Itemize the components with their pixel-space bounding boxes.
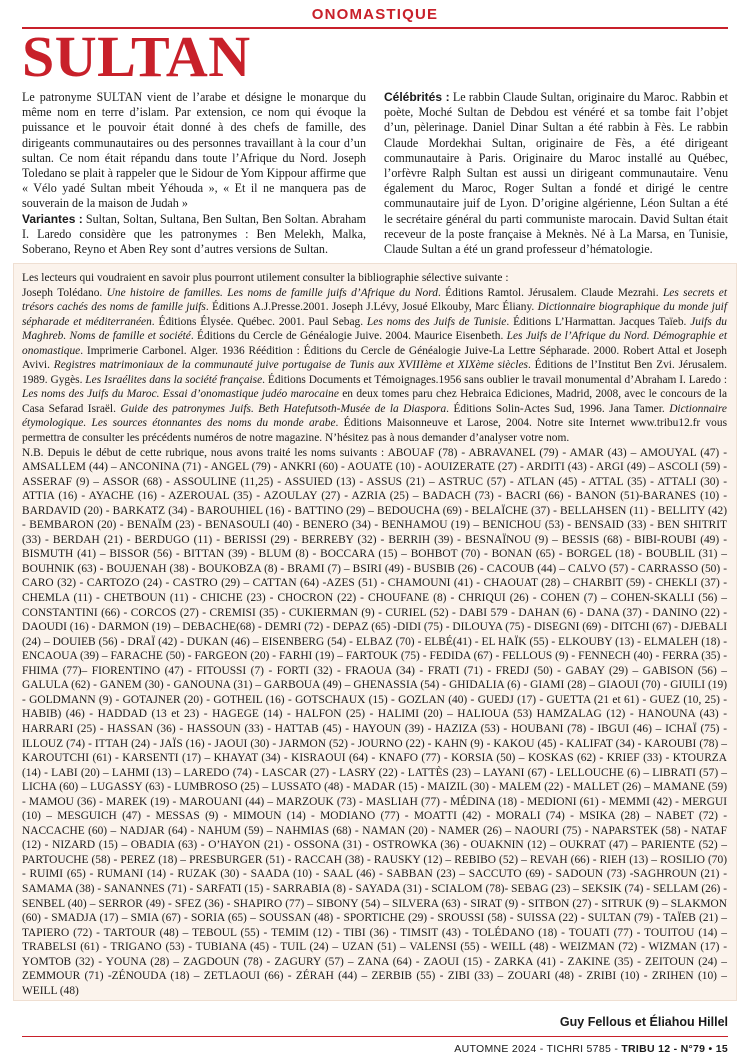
bibliography-segment: en deux tomes paru chez Hebraica Ediciones, Madrid, 2008, avec le concours de la Casa Sefarad Israël.	[22, 388, 727, 415]
column-right	[384, 90, 728, 257]
bibliography-title: Dictionnaire biographique du monde juif sépharade et méditerranéen	[22, 301, 727, 328]
bibliography-box	[13, 263, 737, 1001]
bibliography-title: Dictionnaire étymologique. Les sources étonnantes des noms du monde arabe	[22, 402, 727, 430]
bibliography-segment: . Éditions Maisonneuve et Larose, 2004. Notre site Internet www.tribu12.fr vous permettra de consulter les précédents numéros de notre magazine. N’hésitez pas à nous demander d’analyser votre nom.	[22, 417, 727, 445]
footer-magazine: TRIBU 12 - N°79 • 15	[621, 1043, 728, 1055]
article-title: SULTAN	[22, 24, 251, 89]
page-footer	[454, 1043, 728, 1055]
celebrites-label: Célébrités :	[384, 90, 450, 104]
footer-issue: AUTOMNE 2024 - TICHRI 5785 -	[454, 1043, 622, 1055]
bibliography-segment: . Éditions Solin-Actes Sud, 1996. Jana Tamer.	[446, 402, 670, 415]
names-list: N.B. Depuis le début de cette rubrique, nous avons traité les noms suivants : ABOUAF (78) - ABRAVANEL (79) - AMAR (43) – AMOUYAL (47) - AMSALLEM (44) – ANCONINA (71) - ANGEL (79) - ANKRI (60) - AOUATE (10) - AOUIZERATE (27) - ARDITI (43) - ARGI (49) – ASCOLI (59) - ASSERAF (9) – ASSOR (68) - ASSOULINE (11,25) - ASSUIED (13) - ASSUS (21) – ASTRUC (57) - ATLAN (45) - ATTAL (35) - ATTALI (30) - ATTIA (16) - AYACHE (16) - AZEROUAL (35) - AZOULAY (27) - AZRIA (25) – BADACH (73) - BACRI (66) - BANON (51)-BARANES (10) - BARDAVID (20) - BARKATZ (34) - BAROUHIEL (16) - BATTINO (29) – BEDOUCHA (69) - BELAÏCHE (37) - BELLAHSEN (11) - BELLITY (42) - BEMBARON (20) - BENAÏM (23) - BENASOULI (40) - BENERO (34) - BENHAMOU (19) – BENICHOU (53) - BENSAID (33) - BEN SHITRIT (33) - BERDAH (21) - BERDUGO (11) - BERISSI (29) - BERREBY (32) - BERRIH (39) - BESNAÏNOU (9) – BESSIS (68) - BIBI-ROUBI (49) - BISMUTH (41) – BISSOR (56) - BITTAN (39) - BLUM (8) - BOCCARA (15) – BOHBOT (70) - BONAN (65) - BORGEL (18) - BOUBLIL (31) – BOUHNIK (63) - BOUJENAH (38) - BOUKOBZA (8) - BRAMI (7) – BSIRI (49) - BUSBIB (26) - CACOUB (44) – CALVO (57) - CARRASSO (50) - CARO (32) - CARTOZO (24) - CASTRO (29) – CATTAN (64) -AZES (51) - CHAMOUNI (41) - CHAOUAT (28) – CHARBIT (59) - CHEKLI (37) - CHEMLA (11) - CHETBOUN (11) - CHICHE (23) - CHOCRON (22) - CHOUFANE (8) - CHRIQUI (26) - COHEN (7) – COHEN-SKALLI (56) – CONSTANTINI (66) - CORCOS (27) - CREMISI (35) - CUKIERMAN (9) - CURIEL (52) - DABI 579 - DAHAN (6) - DANA (37) - DANINO (22) - DAOUDI (16) - DARMON (19) – DEBACHE(68) - DEMRI (72) - DEPAZ (65) -DIDI (75) - DILOUYA (75) - DISEGNI (69) - DITCHI (67) - DJEBALI (24) – DOUIEB (56) - DRAÏ (42) - DUKAN (46) – EISENBERG (54) - ELBAZ (70) - ELBÉ(41) - EL HAÏK (55) - ELKOUBY (13) - ELMALEH (18) - ENCAOUA (39) – FARACHE (50) - FARGEON (20) - FARHI (19) – FARTOUK (75) - FEDIDA (67) - FELLOUS (9) - FENNECH (40) - FERRA (35) - FHIMA (77)– FIORENTINO (47) - FITOUSSI (7) - FORTI (32) - FRAOUA (34) - FRATI (71) - FREDJ (50) - GABAY (29) – GABISON (56) – GALULA (62) - GANEM (30) - GANOUNA (31) – GARBOUA (49) – GHENASSIA (54) - GHIDALIA (6) - GIAMI (28) – GIAOUI (70) - GIUILI (19) - GOLDMANN (9) - GOTAJNER (20) - GOTHEIL (16) - GOTSCHAUX (15) - GOZLAN (40) - GUEDJ (17) - GUETTA (21 et 61) - GUEZ (10, 25) - HABIB) (46) - HADDAD (13 et 23) - HAGEGE (14) - HALFON (25) - HALIMI (20) – HALIOUA (53) HAMZALAG (12) - HANOUNA (43) - HARRARI (25) - HASSAN (36) - HASSOUN (33) - HATTAB (45) - HAYOUN (39) - HAZIZA (53) - HOUBANI (78) - IBGUI (46) – ICHAÏ (75) - ILLOUZ (74) - ITTAH (24) - JAÏS (16) - JAOUI (30) - JARMON (52) - JOURNO (22) - KAHN (9) - KAKOU (45) - KALIFAT (34) - KAROUBI (78) – KAROUTCHI (61) - KARSENTI (17) – KHAYAT (34) - KISRAOUI (64) - KNAFO (77) - KORSIA (50) – KOSKAS (62) - KRIEF (33) - KTOURZA (14) - LABI (20) – LAHMI (13) – LAREDO (74) - LASCAR (27) - LASRY (22) - LATTÈS (23) – LAYANI (67) - LELLOUCHE (6) – LIBRATI (57) – LICHA (60) – LUGASSY (63) - LUMBROSO (25) – LUSSATO (48) - MADAR (15) - MAIZIL (30) - MALEM (22) - MALLET (26) – MAMANE (59) - MAMOU (36) - MAREK (19) - MAROUANI (44) – MARZOUK (73) - MASLIAH (77) - MÉDINA (18) - MEDIONI (61) - MEMMI (42) - MERGUI (10) – MESGUICH (47) - MESSAS (9) - MIMOUN (14) - MODIANO (77) - MOATTI (42) - MORALI (74) - MSIKA (28) – NABET (72) - NACCACHE (60) – NADJAR (64) - NAHUM (59) – NAHMIAS (68) - NAMAN (20) - NAMER (26) – NAOURI (75) - NAPARSTEK (58) - NATAF (12) - NIZARD (15) – OBADIA (63) - O’HAYON (21) - OSSONA (31) - OSTROWKA (36) - OUAKNIN (12) – OUKRAT (47) – PARIENTE (52) – PARTOUCHE (58) - PEREZ (18) – PRESBURGER (51) - RACCAH (38) - RAUSKY (12) – REBIBO (52) – REVAH (66) - RIEH (13) – ROSILIO (70) - RUIMI (65) - RUMANI (14) - RUZAK (30) - SAADA (10) - SAAL (46) - SABBAN (23) – SACCUTO (69) - SADOUN (73) -SAGHROUN (21) - SAMAMA (38) - SANANNES (71) - SARFATI (15) - SARRABIA (8) - SAYADA (31) - SCIALOM (78)- SEBAG (23) – SEKSIK (74) - SELLAM (26) - SENBEL (40) – SERROR (49) - SFEZ (36) - SHAPIRO (77) – SIBONY (54) – SILVERA (63) - SIRAT (9) - SITBON (27) - SITRUK (9) – SLAKMON (60) - SMADJA (17) – SMIA (67) - SORIA (65) – SOUSSAN (48) - SPORTICHE (29) - SROUSSI (58) - SUISSA (22) - SULTAN (79) - TAÏEB (21) – TAPIERO (72) - TARTOUR (48) – TEBOUL (55) - TEMIM (12) - TIBI (36) - TIMSIT (43) - TOLÉDANO (18) - TOUATI (77) - TOUITOU (14) – TRABELSI (61) - TRIGANO (53) - TUBIANA (45) - TUIL (24) – UZAN (51) – VALENSI (55) - WEILL (48) - WEIZMAN (72) - WIZMAN (17) - YOMTOB (32) - YOUNA (28) – ZAGDOUN (78) - ZAGURY (57) – ZANA (64) - ZAOUI (15) - ZARKA (41) - ZAKINE (35) - ZEITOUN (24) – ZEMMOUR (71) -ZÉNOUDA (18) – ZETLAOUI (66) - ZÉRAH (44) – ZERBIB (55) - ZIBI (33) – ZOUARI (48) - ZRIBI (10) - ZRIHEN (10) – WEILL (48)	[22, 446, 727, 997]
rubric-label: ONOMASTIQUE	[311, 6, 439, 23]
bibliography-segment: . Éditions Élysée. Québec. 2001. Paul Sebag.	[151, 315, 367, 328]
bibliography-title: Les secrets et trésors cachés des noms de famille juifs	[22, 286, 727, 314]
bibliography-title: Les noms des Juifs de Tunisie	[366, 315, 507, 328]
bibliography-intro: Les lecteurs qui voudraient en savoir plus pourront utilement consulter la bibliographie sélective suivante :	[22, 272, 509, 284]
bibliography-segment: . Éditions Documents et Témoignages.1956 sans oublier le travail monumental d’Abraham I. Laredo :	[262, 373, 728, 386]
bibliography-segment: . Imprimerie Carbonel. Alger. 1936 Réédition : Éditions du Cercle de Généalogie Juive-La Lettre Sépharade. 2000. Robert Attal et Joseph Avivi.	[22, 344, 727, 372]
intro-paragraph: Le patronyme SULTAN vient de l’arabe et désigne le monarque du même nom en terre d’islam. Par extension, ce nom qui évoque la puissance et le pouvoir était donné à des chefs de famille, des dirigeants communautaires ou des personnes travaillant à la cour d’un sultan. Ce nom était répandu dans toute l’Afrique du Nord. Joseph Toledano se plait à rappeler que le Sidour de Yom Kippour affirme que « Vélo yadé Sultan mbeit Yéhouda », « Et il ne manquera pas de souverain de la maison de Judah »	[22, 90, 366, 211]
bibliography-title: Les Juifs de l’Afrique du Nord. Démographie et onomastique	[22, 330, 727, 357]
footer-rule	[22, 1036, 728, 1037]
bibliography-segment: . Éditions Ramtol. Jérusalem. Claude Mezrahi.	[437, 286, 663, 299]
bibliography-title: Juifs du Maghreb. Noms de famille et société	[22, 315, 727, 343]
bibliography-title: Registres matrimoniaux de la communauté juive portugaise de Tunis aux XVIIIème et XIXème siècles	[53, 359, 528, 372]
variantes-label: Variantes :	[22, 211, 83, 226]
bibliography-title: Guide des patronymes Juifs. Beth Hatefutsoth-Musée de la Diaspora	[120, 402, 447, 415]
variantes-paragraph	[22, 212, 366, 258]
bibliography-segment: . Éditions L’Harmattan. Jacques Taïeb.	[506, 315, 691, 328]
column-left	[22, 90, 366, 257]
bibliography-segment: . Éditions de l’Institut Ben Zvi. Jérusalem. 1989. Gygès.	[22, 359, 728, 386]
bibliography-segment: . Éditions A.J.Presse.2001. Joseph J.Lévy, Josué Elkouby, Marc Éliany.	[205, 301, 538, 314]
bibliography-title: Les Israélites dans la société française	[85, 373, 263, 386]
celebrites-paragraph	[384, 90, 728, 257]
bibliography-segment: Joseph Tolédano.	[22, 286, 107, 299]
bibliography-segment: . Éditions du Cercle de Généalogie Juive. 2004. Maurice Eisenbeth.	[190, 330, 507, 343]
bibliography-text	[22, 286, 727, 446]
authors: Guy Fellous et Éliahou Hillel	[559, 1015, 728, 1029]
variantes-text: Sultan, Soltan, Sultana, Ben Sultan, Ben Soltan. Abraham I. Laredo considère que les patronymes : Ben Melekh, Malka, Soberano, Reyno et Aben Rey sont d’autres versions de Sultan.	[22, 211, 366, 257]
bibliography-title: Une histoire de familles. Les noms de famille juifs d’Afrique du Nord	[106, 286, 438, 299]
bibliography-title: Les noms des Juifs du Maroc. Essai d’onomastique judéo marocaine	[22, 388, 339, 401]
celebrites-text: Le rabbin Claude Sultan, originaire du Maroc. Rabbin et poète, Moché Sultan de Debdou est vénéré et sa tombe fait l’objet d’un, pèlerinage. Daniel Dinar Sultan a été rabbin à Fès. Le rabbin Claude Mordekhai Sultan, originaire de Fès, a été dirigeant communautaire à Paris. Originaire du Maroc installé au Québec, l’orfèvre Ralph Sultan est aussi un dirigeant communautaire. Venu également du Maroc, Roger Sultan a fondé et dirigé le centre communautaire juif de Lyon. D’origine algérienne, Léon Sultan a été le secrétaire général du parti communiste marocain. David Sultan était receveur de la poste française à Meknès. Né à La Marsa, en Tunisie, Claude Sultan a été un grand professeur d’hématologie.	[384, 90, 729, 257]
